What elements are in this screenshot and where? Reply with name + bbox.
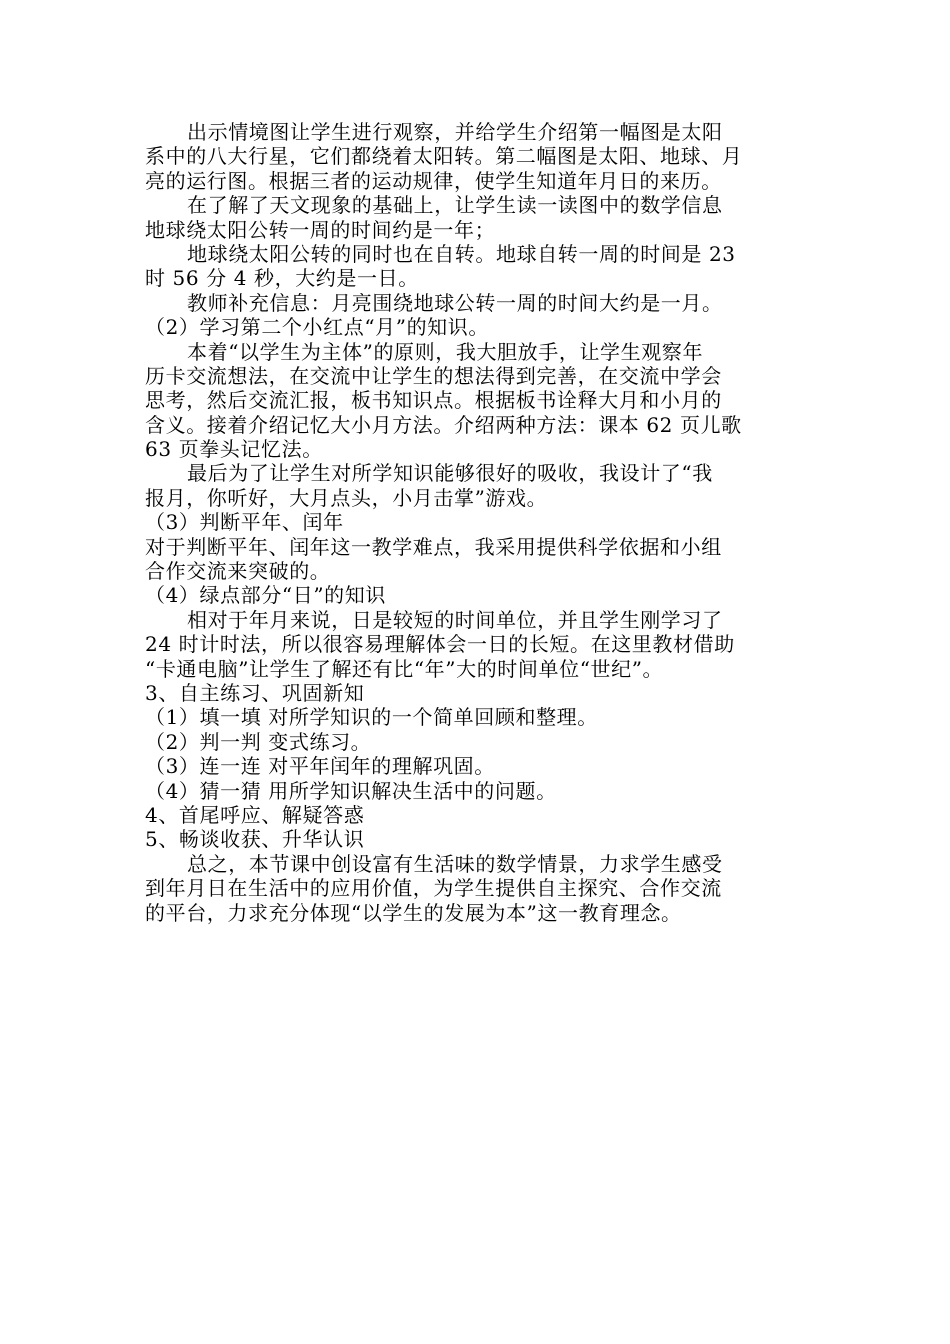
paragraph-line: 最后为了让学生对所学知识能够很好的吸收，我设计了“我 (187, 461, 713, 486)
paragraph-line: 到年月日在生活中的应用价值，为学生提供自主探究、合作交流 (145, 876, 722, 901)
list-item: （2）判一判 变式练习。 (145, 729, 372, 754)
paragraph-line: 地球绕太阳公转一周的时间约是一年； (145, 217, 496, 242)
paragraph-line: 亮的运行图。根据三者的运动规律，使学生知道年月日的来历。 (145, 168, 722, 193)
list-item: （1）填一填 对所学知识的一个简单回顾和整理。 (145, 705, 598, 730)
section-heading: 5、畅谈收获、升华认识 (145, 827, 365, 852)
paragraph-line: 24 时计时法，所以很容易理解体会一日的长短。在这里教材借助 (145, 632, 735, 657)
paragraph-line: 地球绕太阳公转的同时也在自转。地球自转一周的时间是 23 (187, 241, 736, 266)
paragraph-line: 报月，你听好，大月点头，小月击掌”游戏。 (145, 485, 548, 510)
paragraph-line: 合作交流来突破的。 (145, 559, 331, 584)
paragraph-line: 相对于年月来说，日是较短的时间单位，并且学生刚学习了 (187, 607, 723, 632)
section-heading: （3）判断平年、闰年 (145, 510, 344, 535)
paragraph-line: 出示情境图让学生进行观察，并给学生介绍第一幅图是太阳 (187, 120, 723, 144)
paragraph-line: 本着“以学生为主体”的原则，我大胆放手，让学生观察年 (187, 339, 704, 364)
list-item: （3）连一连 对平年闰年的理解巩固。 (145, 754, 495, 779)
list-item: （4）猜一猜 用所学知识解决生活中的问题。 (145, 778, 557, 803)
paragraph-line: 历卡交流想法，在交流中让学生的想法得到完善，在交流中学会 (145, 363, 722, 388)
document-body (145, 120, 810, 925)
section-heading: 3、自主练习、巩固新知 (145, 680, 365, 705)
section-heading: （2）学习第二个小红点“月”的知识。 (145, 315, 489, 340)
paragraph-line: 63 页拳头记忆法。 (145, 437, 323, 462)
paragraph-line: 在了解了天文现象的基础上，让学生读一读图中的数学信息 (187, 193, 723, 218)
paragraph-line: 时 56 分 4 秒，大约是一日。 (145, 266, 419, 291)
section-heading: 4、首尾呼应、解疑答惑 (145, 802, 365, 827)
paragraph-line: “卡通电脑”让学生了解还有比“年”大的时间单位“世纪”。 (145, 656, 664, 681)
paragraph-line: 的平台，力求充分体现“以学生的发展为本”这一教育理念。 (145, 900, 682, 925)
paragraph-line: 含义。接着介绍记忆大小月方法。介绍两种方法：课本 62 页儿歌 (145, 412, 742, 437)
paragraph-line: 总之，本节课中创设富有生活味的数学情景，力求学生感受 (187, 851, 723, 876)
section-heading: （4）绿点部分“日”的知识 (145, 583, 386, 608)
paragraph-line: 系中的八大行星，它们都绕着太阳转。第二幅图是太阳、地球、月 (145, 144, 743, 169)
paragraph-line: 思考，然后交流汇报，板书知识点。根据板书诠释大月和小月的 (145, 388, 722, 413)
paragraph-line: 教师补充信息：月亮围绕地球公转一周的时间大约是一月。 (187, 290, 723, 315)
paragraph-line: 对于判断平年、闰年这一教学难点，我采用提供科学依据和小组 (145, 534, 722, 559)
